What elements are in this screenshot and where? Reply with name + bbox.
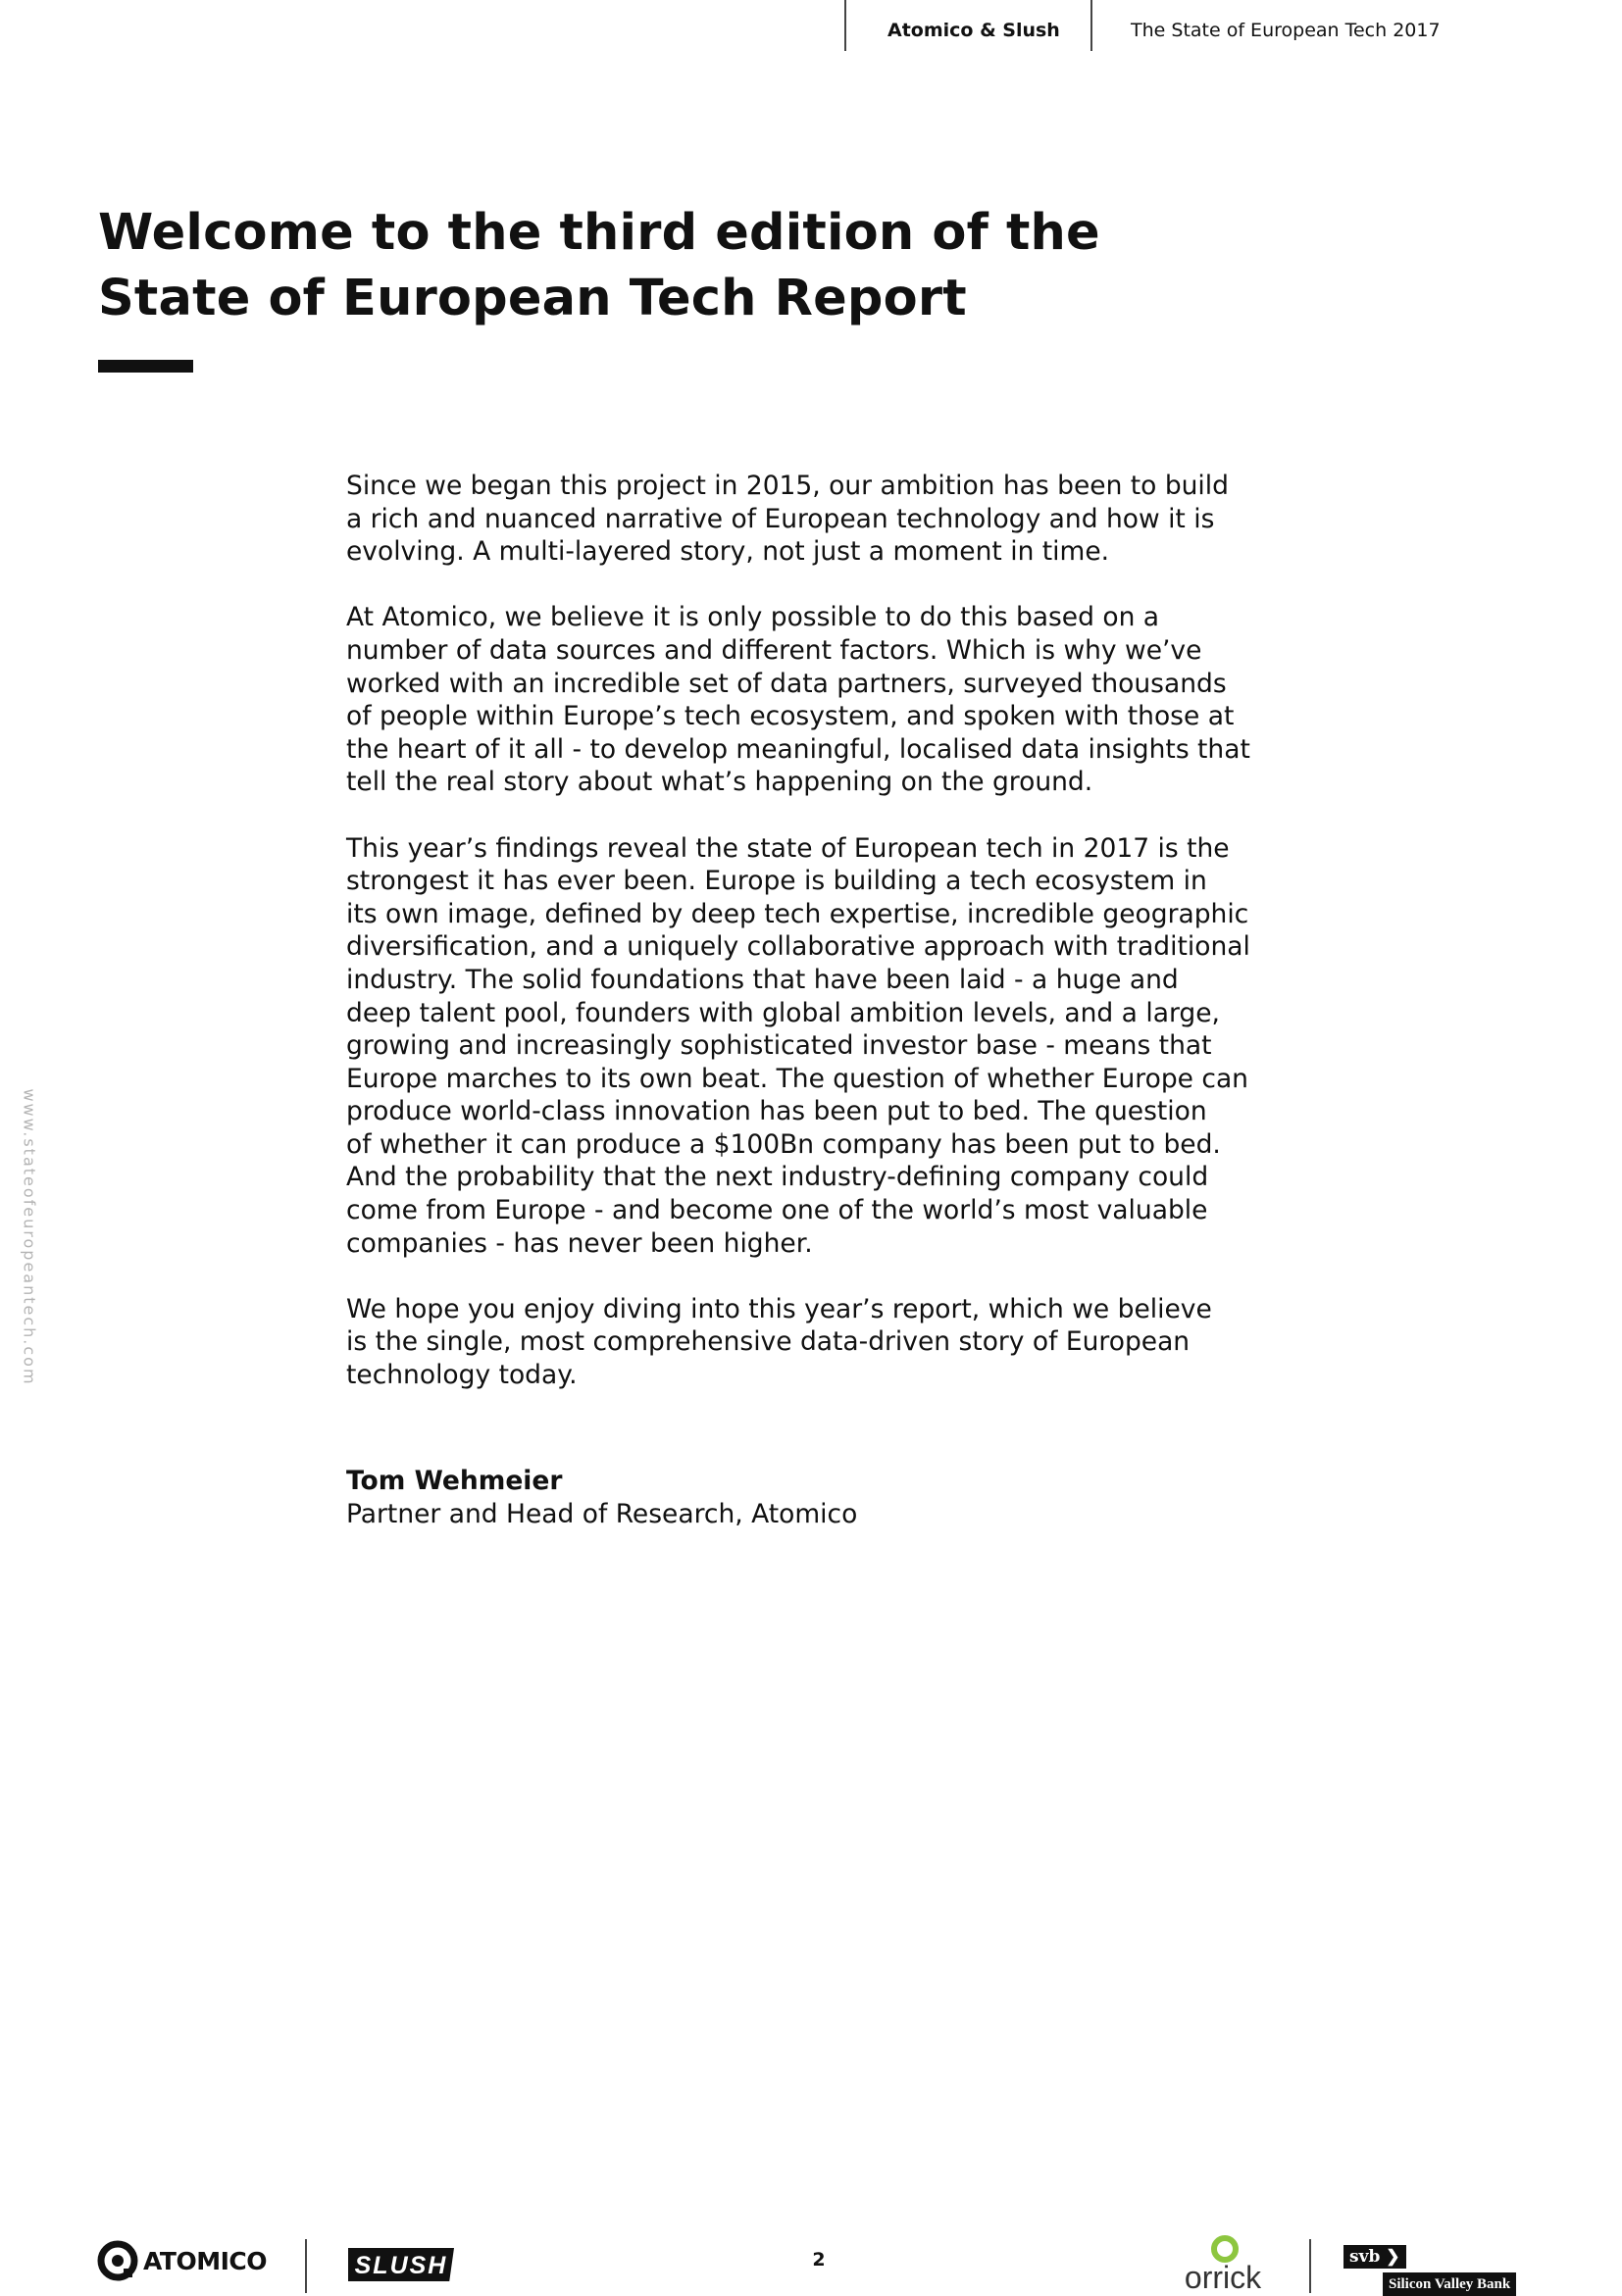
page-number: 2 — [812, 2249, 826, 2271]
paragraph-line: its own image, defined by deep tech expertise, incredible geographic — [346, 898, 1249, 929]
paragraph-1 — [346, 470, 1307, 569]
atomico-ring-icon — [96, 2239, 139, 2282]
header-report-title: The State of European Tech 2017 — [1131, 20, 1441, 41]
paragraph-line: is the single, most comprehensive data-driven story of European — [346, 1326, 1191, 1358]
paragraph-line: the heart of it all - to develop meaningful, localised data insights that — [346, 733, 1250, 765]
paragraph-line: produce world-class innovation has been put to bed. The question — [346, 1096, 1207, 1127]
orrick-ring-icon — [1214, 2238, 1236, 2260]
page-title — [98, 200, 1100, 331]
paragraph-line: tell the real story about what’s happening on the ground. — [346, 767, 1093, 798]
slush-wordmark: SLUSH — [354, 2252, 448, 2279]
svb-logo — [1343, 2245, 1540, 2294]
paragraph-3 — [346, 832, 1307, 1261]
paragraph-line: Europe marches to its own beat. The question of whether Europe can — [346, 1063, 1248, 1094]
paragraph-2 — [346, 601, 1307, 799]
svb-mark-text: svb — [1349, 2247, 1381, 2267]
paragraph-line: a rich and nuanced narrative of European technology and how it is — [346, 503, 1215, 534]
header-brand: Atomico & Slush — [887, 20, 1060, 41]
paragraph-line: come from Europe - and become one of the world’s most valuable — [346, 1195, 1208, 1226]
slush-logo — [348, 2248, 454, 2281]
svb-bank-name: Silicon Valley Bank — [1383, 2272, 1516, 2296]
footer-divider-left — [305, 2239, 307, 2293]
orrick-wordmark: orrick — [1184, 2260, 1262, 2294]
paragraph-line: industry. The solid foundations that have been laid - a huge and — [346, 964, 1179, 995]
atomico-wordmark: ATOMICO — [143, 2246, 267, 2275]
paragraph-line: companies - has never been higher. — [346, 1227, 813, 1259]
svb-mark: svb ❯ — [1343, 2245, 1406, 2269]
footer-divider-right — [1309, 2239, 1311, 2293]
paragraph-line: worked with an incredible set of data partners, surveyed thousands — [346, 668, 1227, 699]
signature — [346, 1465, 857, 1530]
atomico-logo — [96, 2239, 267, 2282]
side-website-url: www.stateofeuropeantech.com — [20, 1088, 39, 1386]
paragraph-line: of people within Europe’s tech ecosystem, and spoken with those at — [346, 701, 1235, 732]
orrick-logo — [1174, 2233, 1272, 2294]
paragraph-line: evolving. A multi-layered story, not just a moment in time. — [346, 536, 1110, 568]
paragraph-line: deep talent pool, founders with global ambition levels, and a large, — [346, 997, 1220, 1028]
paragraph-line: of whether it can produce a $100Bn company has been put to bed. — [346, 1128, 1221, 1160]
header-divider-left — [844, 0, 846, 51]
paragraph-line: At Atomico, we believe it is only possible to do this based on a — [346, 602, 1160, 633]
paragraph-line: We hope you enjoy diving into this year’s report, which we believe — [346, 1293, 1212, 1324]
paragraph-line: number of data sources and different factors. Which is why we’ve — [346, 634, 1202, 666]
page-title-line-1: Welcome to the third edition of the — [98, 204, 1100, 262]
paragraph-line: strongest it has ever been. Europe is building a tech ecosystem in — [346, 866, 1207, 897]
header-divider-right — [1090, 0, 1092, 51]
paragraph-line: And the probability that the next industry-defining company could — [346, 1162, 1209, 1193]
paragraph-4 — [346, 1293, 1307, 1392]
paragraph-line: technology today. — [346, 1360, 578, 1391]
paragraph-line: growing and increasingly sophisticated investor base - means that — [346, 1030, 1212, 1062]
paragraph-line: This year’s findings reveal the state of European tech in 2017 is the — [346, 832, 1230, 864]
paragraph-line: Since we began this project in 2015, our ambition has been to build — [346, 471, 1229, 501]
signature-role: Partner and Head of Research, Atomico — [346, 1498, 858, 1529]
body-text — [346, 470, 1307, 1392]
paragraph-line: diversification, and a uniquely collaborative approach with traditional — [346, 931, 1250, 963]
title-underline — [98, 360, 193, 373]
page-title-line-2: State of European Tech Report — [98, 270, 967, 327]
signature-name: Tom Wehmeier — [346, 1466, 563, 1496]
